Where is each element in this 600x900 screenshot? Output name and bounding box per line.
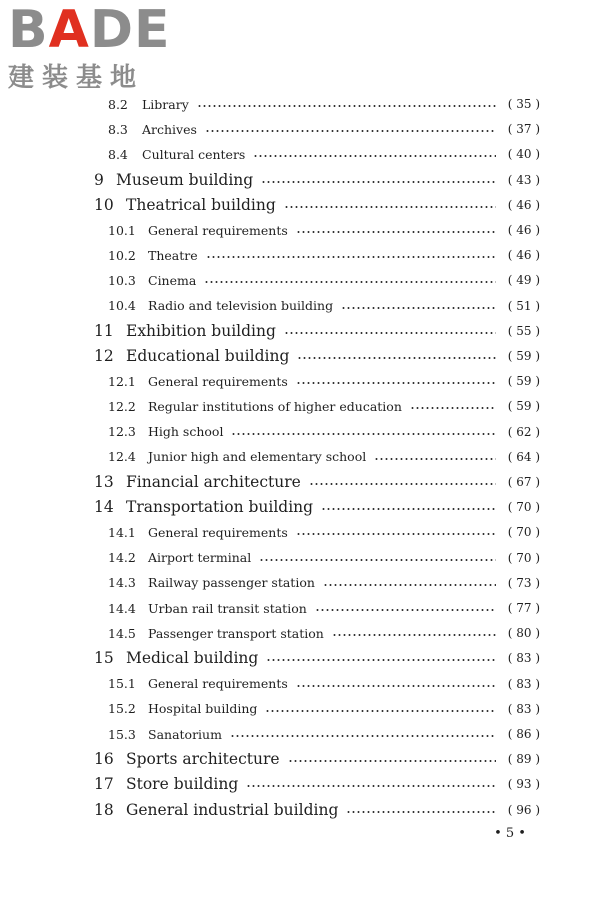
- toc-number: 8.4: [108, 146, 128, 162]
- toc-number: 15: [94, 649, 114, 668]
- toc-number: 16: [94, 750, 114, 769]
- dot-leader: [204, 281, 496, 283]
- toc-number: 9: [94, 170, 104, 189]
- toc-chapter[interactable]: [94, 646, 540, 670]
- toc-number: 10.2: [108, 247, 136, 263]
- toc-title: Regular institutions of higher education: [148, 398, 402, 414]
- toc-title: Museum building: [116, 170, 254, 189]
- toc-title: Passenger transport station: [148, 625, 324, 641]
- toc-chapter[interactable]: [94, 168, 540, 192]
- toc-title: Exhibition building: [126, 321, 276, 340]
- toc-title: Financial architecture: [126, 473, 301, 491]
- toc-page: ( 62 ): [507, 424, 540, 439]
- toc-section[interactable]: [108, 420, 540, 444]
- dot-leader: [253, 155, 496, 157]
- toc-chapter[interactable]: [94, 193, 540, 217]
- toc-page: ( 59 ): [507, 374, 540, 389]
- toc-page: ( 49 ): [507, 273, 540, 288]
- toc-section[interactable]: [108, 571, 540, 595]
- toc-page: ( 80 ): [507, 626, 540, 641]
- dot-leader: [288, 760, 496, 762]
- toc-page: ( 35 ): [507, 97, 540, 111]
- toc-number: 12.3: [108, 424, 136, 440]
- toc-page: ( 46 ): [507, 223, 540, 237]
- toc-title: Library: [142, 96, 189, 112]
- toc-chapter[interactable]: [94, 747, 540, 771]
- toc-chapter[interactable]: [94, 772, 540, 796]
- dot-leader: [266, 659, 496, 661]
- toc-section[interactable]: [108, 722, 540, 746]
- toc-section[interactable]: [108, 268, 540, 292]
- dot-leader: [205, 130, 496, 132]
- toc-page: ( 83 ): [507, 701, 540, 716]
- dot-leader: [284, 332, 496, 334]
- toc-title: General requirements: [148, 524, 288, 540]
- page-number: • 5 •: [494, 826, 526, 841]
- dot-leader: [341, 307, 496, 309]
- toc-page: ( 46 ): [507, 197, 540, 212]
- toc-page: ( 83 ): [507, 676, 540, 691]
- toc-title: Radio and television building: [148, 298, 334, 314]
- toc-number: 14.5: [108, 625, 136, 641]
- toc-number: 10.1: [108, 222, 136, 238]
- toc-page: ( 70 ): [507, 550, 540, 565]
- toc-section[interactable]: [108, 546, 540, 570]
- toc-page: ( 83 ): [507, 651, 540, 666]
- toc-title: Hospital building: [148, 701, 258, 717]
- toc-page: ( 55 ): [507, 323, 540, 338]
- toc-title: Educational building: [126, 347, 290, 365]
- toc-page: ( 70 ): [507, 525, 540, 540]
- toc-page: ( 59 ): [507, 399, 540, 414]
- toc-chapter[interactable]: [94, 495, 540, 519]
- toc-page: ( 40 ): [507, 147, 540, 162]
- toc-section[interactable]: [108, 218, 540, 242]
- dot-leader: [230, 735, 496, 737]
- toc-section[interactable]: [108, 520, 540, 544]
- toc-section[interactable]: [108, 621, 540, 645]
- toc-number: 11: [94, 321, 114, 340]
- toc-title: General requirements: [148, 373, 288, 389]
- toc-number: 15.1: [108, 676, 136, 692]
- toc-chapter[interactable]: [94, 470, 540, 494]
- dot-leader: [296, 533, 496, 535]
- dot-leader: [309, 483, 496, 485]
- dot-leader: [410, 407, 496, 409]
- toc-title: Cultural centers: [142, 146, 246, 162]
- toc-chapter[interactable]: [94, 319, 540, 343]
- toc-number: 12: [94, 347, 114, 365]
- toc-title: Sports architecture: [126, 750, 280, 769]
- toc-title: Store building: [126, 775, 239, 794]
- toc-page: ( 46 ): [507, 248, 540, 263]
- toc-section[interactable]: [108, 142, 540, 166]
- toc-section[interactable]: [108, 369, 540, 393]
- toc-page: ( 73 ): [507, 575, 540, 590]
- bade-logo: [8, 0, 178, 94]
- dot-leader: [261, 181, 496, 183]
- toc-page: ( 89 ): [507, 752, 540, 767]
- dot-leader: [297, 357, 496, 359]
- toc-title: Theatrical building: [126, 195, 276, 214]
- toc-number: 17: [94, 775, 114, 794]
- toc-section[interactable]: [108, 117, 540, 141]
- dot-leader: [296, 685, 496, 687]
- toc-number: 14.1: [108, 524, 136, 540]
- dot-leader: [332, 634, 496, 636]
- toc-title: Sanatorium: [148, 726, 222, 742]
- dot-leader: [346, 811, 496, 813]
- toc-page: ( 93 ): [507, 777, 540, 792]
- toc-title: General requirements: [148, 676, 288, 692]
- toc-section[interactable]: [108, 697, 540, 721]
- toc-section[interactable]: [108, 596, 540, 620]
- toc-number: 15.3: [108, 726, 136, 742]
- dot-leader: [259, 559, 496, 561]
- toc-number: 14.4: [108, 600, 136, 616]
- toc-title: Railway passenger station: [148, 575, 315, 591]
- toc-number: 14.3: [108, 575, 136, 591]
- toc-page: ( 67 ): [507, 475, 540, 489]
- dot-leader: [197, 105, 496, 107]
- toc-number: 10.3: [108, 272, 136, 288]
- toc-section[interactable]: [108, 394, 540, 418]
- toc-number: 10: [94, 195, 114, 214]
- toc-number: 18: [94, 800, 114, 819]
- toc-page: ( 59 ): [507, 349, 540, 363]
- toc-number: 15.2: [108, 701, 136, 717]
- toc-number: 12.2: [108, 398, 136, 414]
- dot-leader: [323, 584, 496, 586]
- toc-section[interactable]: [108, 294, 540, 318]
- toc-title: Cinema: [148, 272, 197, 288]
- dot-leader: [296, 382, 496, 384]
- toc-page: ( 77 ): [507, 601, 540, 615]
- toc-page: ( 86 ): [507, 727, 540, 741]
- logo-subtitle: 建装基地: [8, 63, 145, 93]
- dot-leader: [246, 785, 496, 787]
- toc-number: 12.1: [108, 373, 136, 389]
- toc-page: ( 37 ): [507, 122, 540, 137]
- toc-section[interactable]: [108, 445, 540, 469]
- toc-page: ( 43 ): [507, 172, 540, 187]
- dot-leader: [315, 609, 496, 611]
- toc-number: 14: [94, 498, 114, 517]
- toc-chapter[interactable]: [94, 344, 540, 368]
- toc-page: ( 70 ): [507, 500, 540, 515]
- toc-title: Theatre: [148, 247, 198, 263]
- toc-page: ( 64 ): [507, 449, 540, 464]
- dot-leader: [296, 231, 496, 233]
- toc-title: Transportation building: [126, 498, 314, 517]
- toc-title: General industrial building: [126, 800, 339, 819]
- toc-number: 10.4: [108, 298, 136, 314]
- toc-title: High school: [148, 424, 224, 440]
- toc-title: General requirements: [148, 222, 288, 238]
- dot-leader: [374, 458, 496, 460]
- toc-number: 14.2: [108, 550, 136, 566]
- toc-page: ( 96 ): [507, 802, 540, 817]
- toc-page: ( 51 ): [507, 298, 540, 313]
- dot-leader: [206, 256, 496, 258]
- toc-number: 12.4: [108, 449, 136, 465]
- toc-section[interactable]: [108, 672, 540, 696]
- dot-leader: [265, 710, 496, 712]
- toc-title: Archives: [142, 121, 197, 137]
- dot-leader: [231, 433, 496, 435]
- logo-wordmark: BADE: [8, 0, 171, 60]
- dot-leader: [321, 508, 496, 510]
- toc-number: 13: [94, 473, 114, 491]
- toc-chapter[interactable]: [94, 798, 540, 822]
- toc-title: Medical building: [126, 649, 259, 668]
- dot-leader: [284, 206, 496, 208]
- toc-section[interactable]: [108, 243, 540, 267]
- toc-title: Urban rail transit station: [148, 600, 307, 616]
- toc-number: 8.2: [108, 96, 128, 112]
- toc-title: Junior high and elementary school: [148, 449, 367, 465]
- toc-section[interactable]: [108, 92, 540, 116]
- toc-title: Airport terminal: [148, 550, 252, 566]
- toc-number: 8.3: [108, 121, 128, 137]
